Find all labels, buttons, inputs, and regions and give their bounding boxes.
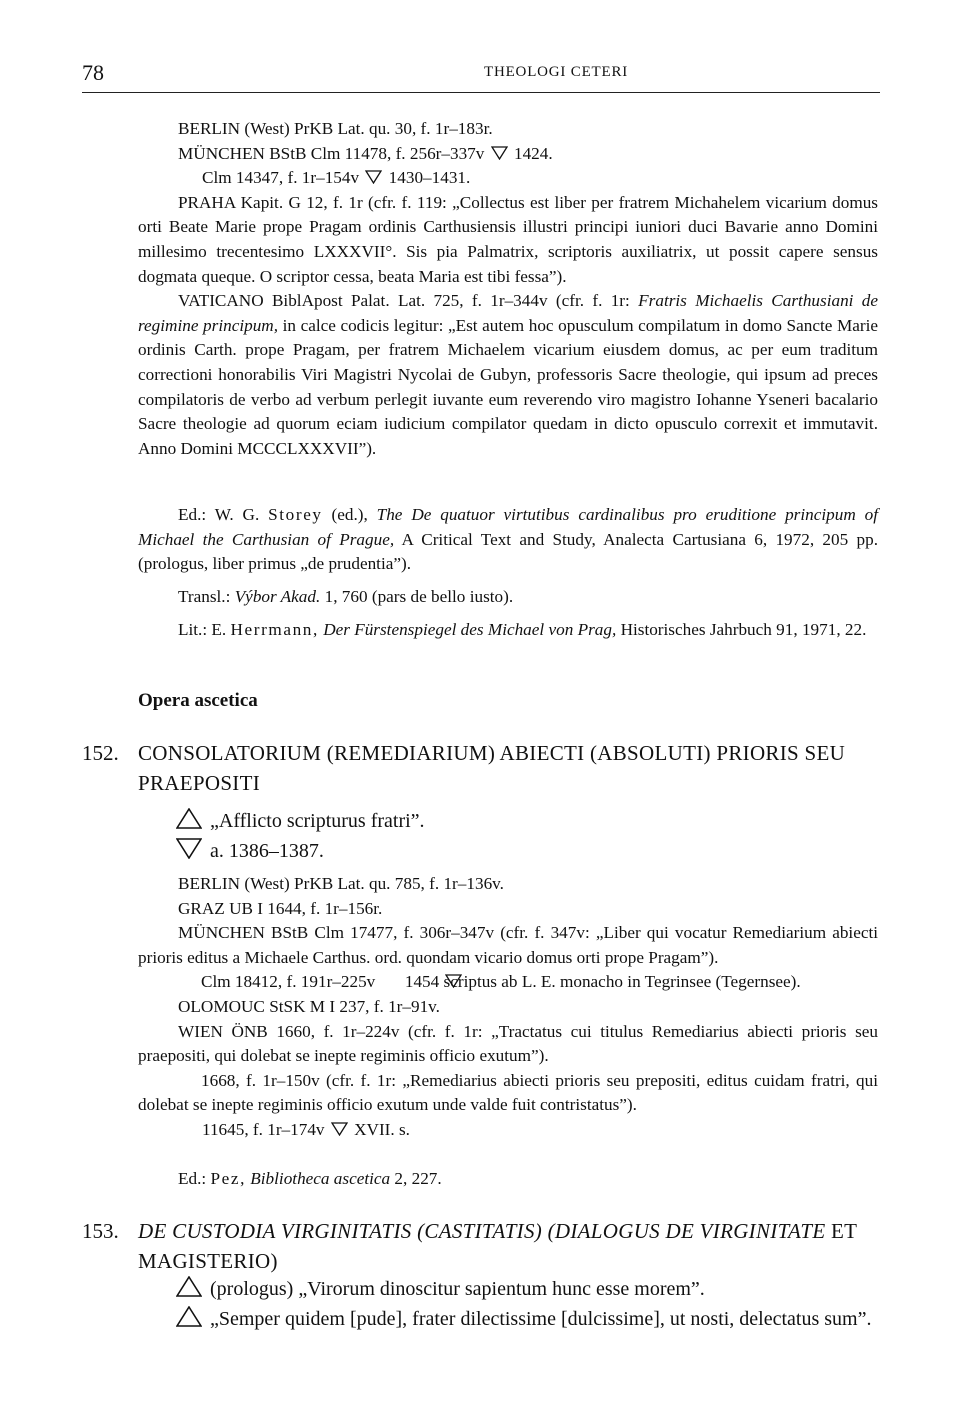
entry-title-153: DE CUSTODIA VIRGINITATIS (CASTITATIS) (DIALOGUS DE VIRGINITATE ET MAGISTERIO) — [138, 1219, 857, 1273]
page-number: 78 — [82, 60, 104, 85]
date-triangle-icon — [365, 167, 382, 181]
date-triangle-icon — [176, 838, 202, 859]
incipit-triangle-icon — [176, 808, 202, 829]
incipit-triangle-icon — [176, 1306, 202, 1327]
manuscript-list-151 — [138, 117, 878, 461]
section-heading: Opera ascetica — [138, 690, 258, 711]
literature-151: Lit.: E. Herrmann, Der Fürstenspiegel des Michael von Prag, Historisches Jahrbuch 91, 1971, 22. — [178, 620, 867, 639]
ms-muenchen: MÜNCHEN BStB Clm 11478, f. 256r–337v 1424. — [178, 143, 553, 163]
incipit-triangle-icon — [176, 1276, 202, 1297]
page-header — [82, 52, 880, 93]
ms-vaticano: VATICANO BiblApost Palat. Lat. 725, f. 1r–344v (cfr. f. 1r: Fratris Michaelis Carthusiani de regimine principum, in calce codicis legitur: „Est autem hoc opusculum compilatum in domo Sancte Marie ordinis Carth. prope Pragam, per fratrem Michaelem vicarium eiusdem domus, ac per eum traditum correctioni honorabilis Viri Magistri Nycolai de Gubyn, professoris Sacre theologie, qui ipsum ad preces compilatoris de verbo ad verbum perlegit iuvante eum reverendo viro magistro Iohanne Yseneri bacalario Sacre theologie ad quorum eciam iudicium compilator quedam in dicto opusculo correxit et immutavit. Anno Domini MCCCLXXXVII”). — [138, 291, 879, 458]
ms-clm-14347: Clm 14347, f. 1r–154v 1430–1431. — [202, 168, 471, 188]
date-triangle-icon — [331, 1119, 348, 1133]
ms-praha: PRAHA Kapit. G 12, f. 1r (cfr. f. 119: „Collectus est liber per fratrem Michahelem vicarium domus orti Beate Marie prope Pragam ordinis Carthusiensis illustri principi iuniori duci Bavarie anno Domini millesimo trecentesimo LXXXVII°. Sis pia Palmatrix, scriptoris auxiliatrix, ut possit capere sensus dogmata queque. O scriptor cessa, beata Maria est tibi fessa”). — [138, 192, 878, 286]
entry-number-152: 152. — [82, 741, 119, 765]
incipit-152: „Afflicto scripturus fratri”. a. 1386–1387. — [176, 806, 880, 866]
date-triangle-icon — [491, 143, 508, 157]
translation-151: Transl.: Výbor Akad. 1, 760 (pars de bello iusto). — [178, 587, 514, 606]
entry-number-153: 153. — [82, 1219, 119, 1243]
edition-152: Ed.: Pez, Bibliotheca ascetica 2, 227. — [178, 1169, 442, 1188]
ms-berlin: BERLIN (West) PrKB Lat. qu. 30, f. 1r–183r. — [178, 119, 493, 138]
edition-151: Ed.: W. G. Storey (ed.), The De quatuor virtutibus cardinalibus pro eruditione principum of Michael the Carthusian of Prague, A Critical Text and Study, Analecta Cartusiana 6, 1972, 205 pp. (prologus, liber primus „de prudentia”). — [138, 505, 878, 574]
running-title: THEOLOGI CETERI — [484, 64, 629, 80]
entry-title-152: CONSOLATORIUM (REMEDIARIUM) ABIECTI (ABSOLUTI) PRIORIS SEU PRAEPOSITI — [138, 741, 846, 795]
date-triangle-icon — [382, 971, 399, 985]
manuscript-list-152: BERLIN (West) PrKB Lat. qu. 785, f. 1r–136v. GRAZ UB I 1644, f. 1r–156r. MÜNCHEN BStB Clm 17477, f. 306r–347v (cfr. f. 347v: „Liber qui vocatur Remediarium abiecti prioris editus a Michaele Carthus. ord. quondam vicario domus orti prope Pragam”). Clm 18412, f. 191r–225v 1454 scriptus ab L. E. monacho in Tegrinsee (Tegernsee). OLOMOUC StSK M I 237, f. 1r–91v. WIEN ÖNB 1660, f. 1r–224v (cfr. f. 1r: „Tractatus cui titulus Remediarius abiecti prioris seu praepositi, qui dolebat se inepte regiminis officio exutum”). 1668, f. 1r–150v (cfr. f. 1r: „Remediarius abiecti prioris seu prepositi, editus cuidam fratri, qui dolebat se inepte regiminis officio exutum unde valde fuit contristatus”). 11645, f. 1r–174v XVII. s. — [138, 874, 878, 1139]
incipits-153: (prologus) „Virorum dinoscitur sapientum hunc esse morem”. „Semper quidem [pude], frater dilectissime [dulcissime], ut nosti, delectatus sum”. — [138, 1274, 880, 1334]
